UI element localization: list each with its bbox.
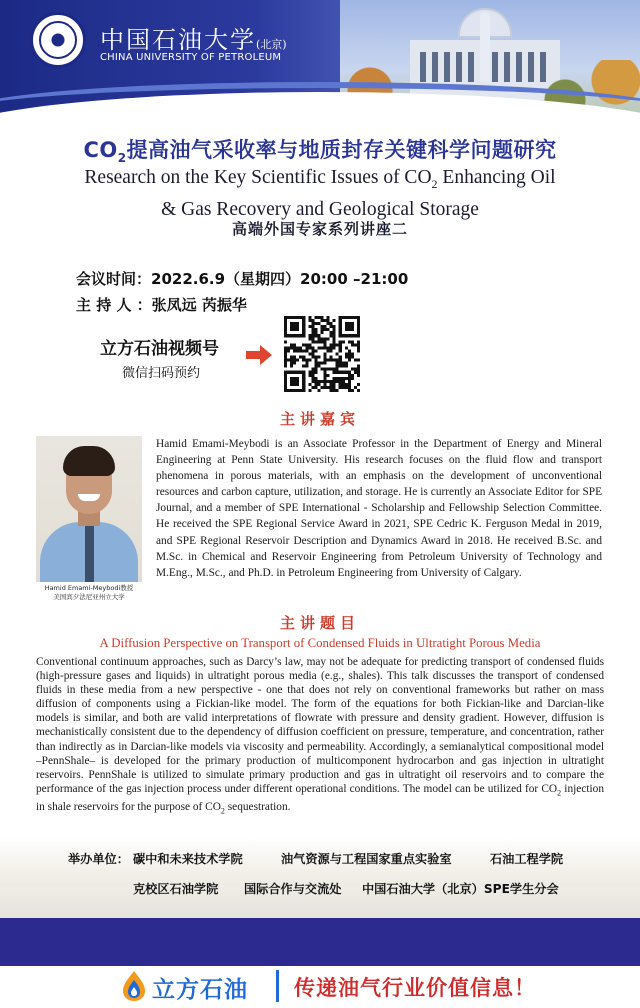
arrow-right-icon — [246, 345, 272, 365]
topic-heading: 主讲题目 — [279, 614, 360, 632]
speaker-photo — [36, 436, 142, 582]
footer-divider — [276, 970, 279, 1002]
brand-slogan: 传递油气行业价值信息！ — [294, 976, 536, 1000]
organizer-item: 中国石油大学（北京）SPE学生分会 — [362, 882, 559, 896]
organizer-item: 油气资源与工程国家重点实验室 — [281, 852, 452, 866]
talk-abstract: Conventional continuum approaches, such as Darcy’s law, may not be adequate for predicting transport of condensed fluids (high-pressure gases and liquids) in ultratight porous media (e.g., shales). This talk discusses the transport of condensed fluids in these media from a new perspective - one that does not rely on conventional frameworks but rather on mass diffusion of components using a Fickian-like model. The form of the equations for both Fickian-like and Darcian-like models is similar, and both are valid interpretations of flowrate with pressure and density gradient. However, diffusion is mechanistically consistent due to the dependency of diffusion coefficient on pressure, temperature, and concentration, rather than indirectly as in Darcian-like models via viscosity and permeability. Accordingly, a semianalytical compositional model –PennShale– is developed for the primary production of multicomponent hydrocarbon and gas injection in ultratight reservoirs. PennShale is utilized to simulate primary production and gas in ultratight oil reservoirs and to compare the performance of the gas injection process under different operational conditions. The model can be utilized for $CO_2$ injection in shale reservoirs for the purpose of $CO_2$ sequestration. — [36, 656, 604, 816]
flame-logo-icon — [121, 970, 147, 1002]
meeting-time: 会议时间：2022.6.9（星期四）20:00 –21:00 — [76, 270, 409, 288]
organizer-item: 碳中和未来技术学院 — [133, 852, 243, 866]
speaker-heading: 主讲嘉宾 — [279, 410, 360, 428]
title-en: Research on the Key Scientific Issues of $CO_2$ Enhancing Oil & Gas Recovery and Geological Storage — [84, 167, 556, 220]
lecture-series: 高端外国专家系列讲座二 — [231, 220, 408, 238]
speaker-caption-affiliation: 美国宾夕法尼亚州立大学 — [53, 593, 125, 601]
qr-code[interactable] — [284, 316, 360, 392]
wechat-channel-name: 立方石油视频号 — [100, 339, 219, 359]
university-name-en: CHINA UNIVERSITY OF PETROLEUM — [100, 52, 282, 63]
title-cn: $CO_2$提高油气采收率与地质封存关键科学问题研究 — [83, 138, 557, 166]
footer-color-band — [0, 918, 640, 966]
university-name-cn: 中国石油大学(北京) — [100, 26, 287, 54]
organizers-label: 举办单位： — [68, 852, 129, 866]
university-seal-logo — [30, 12, 86, 68]
wechat-scan-hint: 微信扫码预约 — [122, 366, 201, 381]
organizer-item: 国际合作与交流处 — [244, 882, 342, 896]
meeting-host: 主 持 人 ：张凤远 芮振华 — [76, 296, 247, 314]
header-banner — [0, 0, 640, 128]
speaker-caption-name: Hamid Emami-Meybodi教授 — [44, 584, 134, 592]
speaker-bio: Hamid Emami-Meybodi is an Associate Professor in the Department of Energy and Mineral Engineering at Penn State University. His research focuses on the fluid flow and transport phenomena in porous materials, with an emphasis on the development of unconventional resources and carbon capture, utilization, and storage. He is currently an Associate Editor for SPE Journal, and a member of SPE International - Scholarship and Fellowship Selection Committee. He received the SPE Regional Service Award in 2021, SPE Cedric K. Ferguson Medal in 2019, and SPE Regional Reservoir Description and Dynamics Award in 2018. He received B.Sc. and M.Sc. in Chemical and Reservoir Engineering from Petroleum University of Technology and M.Eng., M.Sc., and Ph.D. in Petroleum Engineering from University of Calgary. — [156, 438, 602, 579]
brand-name: 立方石油 — [152, 977, 248, 1003]
organizer-item: 石油工程学院 — [490, 852, 564, 866]
organizer-item: 克校区石油学院 — [133, 882, 219, 896]
talk-title: A Diffusion Perspective on Transport of Condensed Fluids in Ultratight Porous Media — [99, 636, 541, 650]
